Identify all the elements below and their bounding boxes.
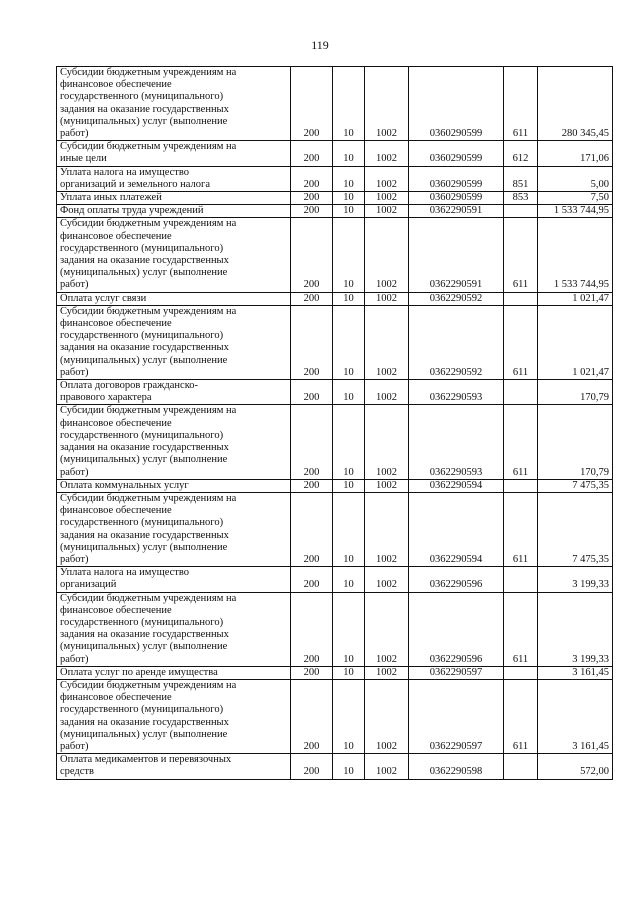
table-row (57, 67, 613, 141)
row-target-article: 0362290592 (409, 292, 504, 305)
row-grbs: 200 (291, 679, 333, 753)
table-row (57, 567, 613, 592)
row-expense-type (504, 205, 538, 218)
row-expense-type (504, 380, 538, 405)
table-row (57, 592, 613, 666)
row-section: 10 (333, 67, 365, 141)
row-target-article: 0362290596 (409, 567, 504, 592)
row-target-article: 0362290598 (409, 754, 504, 779)
row-name: Оплата коммунальных услуг (57, 479, 291, 492)
row-expense-type: 611 (504, 67, 538, 141)
row-amount: 3 161,45 (538, 666, 613, 679)
row-section: 10 (333, 479, 365, 492)
row-subsection: 1002 (365, 67, 409, 141)
row-name: Субсидии бюджетным учреждениям на финансовое обеспечение государственного (муниципального) задания на оказание государственных (муниципальных) услуг (выполнение работ) (57, 218, 291, 292)
row-target-article: 0362290597 (409, 679, 504, 753)
row-target-article: 0362290593 (409, 380, 504, 405)
row-grbs: 200 (291, 166, 333, 191)
row-amount: 3 199,33 (538, 592, 613, 666)
row-section: 10 (333, 567, 365, 592)
table-row (57, 141, 613, 166)
row-amount: 280 345,45 (538, 67, 613, 141)
row-section: 10 (333, 666, 365, 679)
row-grbs: 200 (291, 380, 333, 405)
row-section: 10 (333, 141, 365, 166)
table-row (57, 679, 613, 753)
row-grbs: 200 (291, 666, 333, 679)
row-grbs: 200 (291, 292, 333, 305)
row-name: Оплата медикаментов и перевязочных средств (57, 754, 291, 779)
row-subsection: 1002 (365, 492, 409, 566)
row-expense-type: 851 (504, 166, 538, 191)
row-amount: 170,79 (538, 380, 613, 405)
row-expense-type (504, 666, 538, 679)
row-name: Оплата договоров гражданско- правового характера (57, 380, 291, 405)
row-name: Уплата иных платежей (57, 192, 291, 205)
row-target-article: 0360290599 (409, 141, 504, 166)
row-subsection: 1002 (365, 592, 409, 666)
row-subsection: 1002 (365, 192, 409, 205)
row-amount: 1 021,47 (538, 305, 613, 379)
row-subsection: 1002 (365, 380, 409, 405)
row-name: Субсидии бюджетным учреждениям на финансовое обеспечение государственного (муниципального) задания на оказание государственных (муниципальных) услуг (выполнение работ) (57, 679, 291, 753)
row-section: 10 (333, 166, 365, 191)
row-name: Уплата налога на имущество организаций (57, 567, 291, 592)
row-amount: 1 021,47 (538, 292, 613, 305)
row-target-article: 0362290592 (409, 305, 504, 379)
row-section: 10 (333, 205, 365, 218)
row-grbs: 200 (291, 192, 333, 205)
table-row (57, 754, 613, 779)
row-section: 10 (333, 754, 365, 779)
row-target-article: 0362290594 (409, 492, 504, 566)
row-amount: 3 199,33 (538, 567, 613, 592)
table-body (57, 67, 613, 780)
row-grbs: 200 (291, 592, 333, 666)
table-row (57, 192, 613, 205)
row-section: 10 (333, 592, 365, 666)
table-row (57, 292, 613, 305)
row-grbs: 200 (291, 405, 333, 479)
row-section: 10 (333, 218, 365, 292)
row-amount: 5,00 (538, 166, 613, 191)
row-name: Субсидии бюджетным учреждениям на финансовое обеспечение государственного (муниципального) задания на оказание государственных (муниципальных) услуг (выполнение работ) (57, 405, 291, 479)
row-section: 10 (333, 492, 365, 566)
budget-table (56, 66, 613, 780)
row-expense-type: 611 (504, 305, 538, 379)
row-amount: 170,79 (538, 405, 613, 479)
row-section: 10 (333, 192, 365, 205)
row-expense-type: 611 (504, 492, 538, 566)
row-amount: 572,00 (538, 754, 613, 779)
row-amount: 1 533 744,95 (538, 205, 613, 218)
row-target-article: 0362290596 (409, 592, 504, 666)
row-name: Уплата налога на имущество организаций и земельного налога (57, 166, 291, 191)
row-name: Субсидии бюджетным учреждениям на финансовое обеспечение государственного (муниципального) задания на оказание государственных (муниципальных) услуг (выполнение работ) (57, 67, 291, 141)
row-name: Субсидии бюджетным учреждениям на финансовое обеспечение государственного (муниципального) задания на оказание государственных (муниципальных) услуг (выполнение работ) (57, 492, 291, 566)
row-expense-type: 611 (504, 592, 538, 666)
row-expense-type: 611 (504, 405, 538, 479)
row-section: 10 (333, 380, 365, 405)
row-section: 10 (333, 405, 365, 479)
row-subsection: 1002 (365, 205, 409, 218)
row-amount: 7 475,35 (538, 492, 613, 566)
row-target-article: 0362290591 (409, 205, 504, 218)
row-subsection: 1002 (365, 141, 409, 166)
row-amount: 1 533 744,95 (538, 218, 613, 292)
row-name: Субсидии бюджетным учреждениям на иные цели (57, 141, 291, 166)
row-target-article: 0362290591 (409, 218, 504, 292)
table-row (57, 166, 613, 191)
row-grbs: 200 (291, 67, 333, 141)
row-name: Субсидии бюджетным учреждениям на финансовое обеспечение государственного (муниципального) задания на оказание государственных (муниципальных) услуг (выполнение работ) (57, 592, 291, 666)
table-row (57, 218, 613, 292)
table-row (57, 380, 613, 405)
table-row (57, 666, 613, 679)
table-row (57, 405, 613, 479)
row-section: 10 (333, 292, 365, 305)
row-subsection: 1002 (365, 679, 409, 753)
row-subsection: 1002 (365, 292, 409, 305)
row-amount: 3 161,45 (538, 679, 613, 753)
row-target-article: 0362290597 (409, 666, 504, 679)
row-grbs: 200 (291, 479, 333, 492)
row-name: Субсидии бюджетным учреждениям на финансовое обеспечение государственного (муниципального) задания на оказание государственных (муниципальных) услуг (выполнение работ) (57, 305, 291, 379)
row-subsection: 1002 (365, 479, 409, 492)
row-target-article: 0360290599 (409, 67, 504, 141)
row-grbs: 200 (291, 218, 333, 292)
row-expense-type (504, 567, 538, 592)
row-subsection: 1002 (365, 754, 409, 779)
row-target-article: 0362290593 (409, 405, 504, 479)
row-grbs: 200 (291, 567, 333, 592)
row-subsection: 1002 (365, 305, 409, 379)
row-amount: 7 475,35 (538, 479, 613, 492)
table-row (57, 479, 613, 492)
row-grbs: 200 (291, 754, 333, 779)
row-amount: 171,06 (538, 141, 613, 166)
table-row (57, 492, 613, 566)
row-subsection: 1002 (365, 166, 409, 191)
row-expense-type: 611 (504, 679, 538, 753)
table-row (57, 305, 613, 379)
row-target-article: 0360290599 (409, 166, 504, 191)
row-expense-type: 611 (504, 218, 538, 292)
row-name: Оплата услуг по аренде имущества (57, 666, 291, 679)
row-grbs: 200 (291, 492, 333, 566)
row-section: 10 (333, 305, 365, 379)
row-section: 10 (333, 679, 365, 753)
row-amount: 7,50 (538, 192, 613, 205)
row-name: Фонд оплаты труда учреждений (57, 205, 291, 218)
row-expense-type: 853 (504, 192, 538, 205)
row-subsection: 1002 (365, 666, 409, 679)
row-grbs: 200 (291, 141, 333, 166)
row-subsection: 1002 (365, 567, 409, 592)
row-expense-type: 612 (504, 141, 538, 166)
row-expense-type (504, 754, 538, 779)
row-grbs: 200 (291, 205, 333, 218)
row-grbs: 200 (291, 305, 333, 379)
row-target-article: 0360290599 (409, 192, 504, 205)
row-expense-type (504, 479, 538, 492)
row-subsection: 1002 (365, 218, 409, 292)
row-subsection: 1002 (365, 405, 409, 479)
table-row (57, 205, 613, 218)
page-number: 119 (311, 38, 329, 52)
row-expense-type (504, 292, 538, 305)
row-name: Оплата услуг связи (57, 292, 291, 305)
row-target-article: 0362290594 (409, 479, 504, 492)
